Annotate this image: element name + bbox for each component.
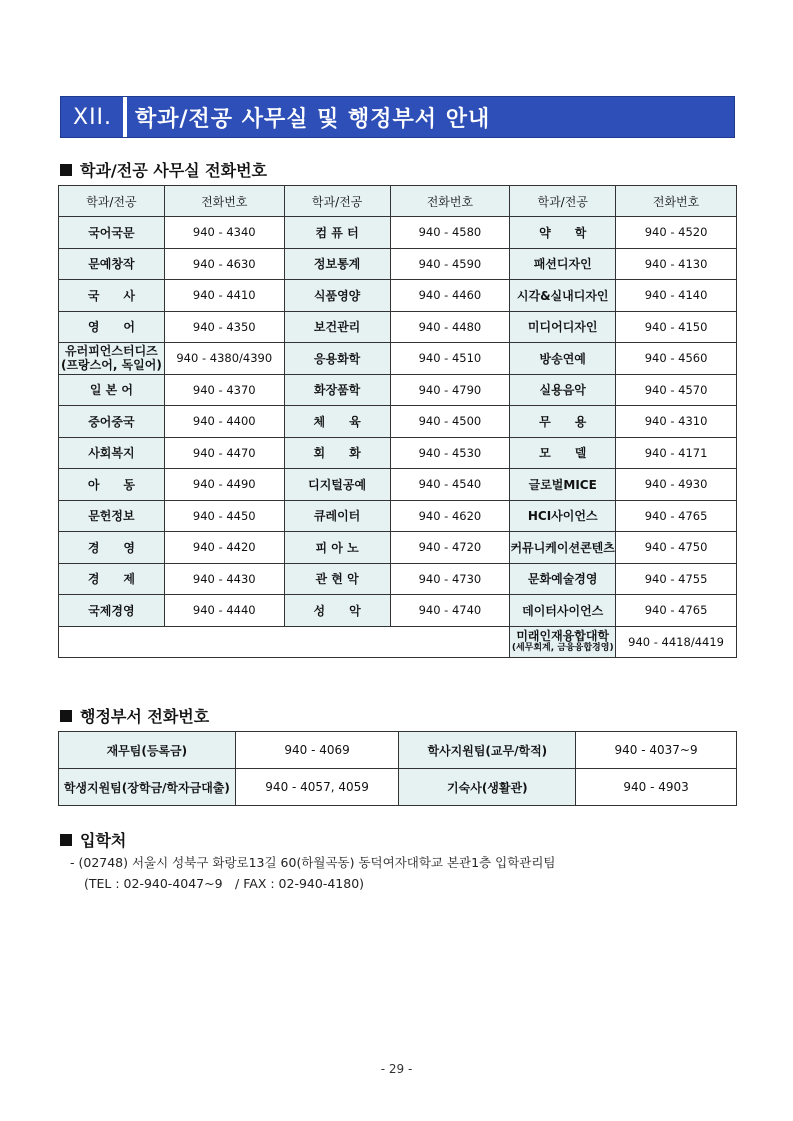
dept-phone-cell: 940 - 4440 <box>164 595 284 627</box>
dept-phone-cell: 940 - 4340 <box>164 217 284 249</box>
dept-name-cell <box>510 626 616 658</box>
column-header: 학과/전공 <box>510 186 616 217</box>
dept-name: 약 학 <box>539 225 587 240</box>
dept-name-sub: (세무회계, 금융융합경영) <box>511 643 614 654</box>
dept-name-cell <box>510 437 616 469</box>
dept-name-cell <box>59 217 165 249</box>
dept-name-cell <box>510 374 616 406</box>
dept-phone-cell: 940 - 4755 <box>616 563 737 595</box>
dept-name-cell <box>284 532 390 564</box>
square-bullet-icon <box>60 710 72 722</box>
admin-phone-table <box>58 731 737 806</box>
dept-name: 문화예술경영 <box>527 572 598 587</box>
dept-phone-cell: 940 - 4400 <box>164 406 284 438</box>
dept-name: 체 육 <box>313 414 361 429</box>
dept-phone-cell: 940 - 4765 <box>616 500 737 532</box>
dept-phone-cell: 940 - 4370 <box>164 374 284 406</box>
office-phone-cell: 940 - 4037~9 <box>576 732 737 769</box>
page-number: - 29 - <box>380 1062 413 1076</box>
dept-name-cell <box>510 248 616 280</box>
dept-name: 방송연예 <box>539 351 586 366</box>
dept-phone-cell: 940 - 4530 <box>390 437 510 469</box>
dept-name-cell <box>284 374 390 406</box>
dept-name-cell <box>59 469 165 501</box>
dept-name-cell <box>284 563 390 595</box>
dept-name: 식품영양 <box>313 288 361 303</box>
section-heading-text: 학과/전공 사무실 전화번호 <box>80 161 268 180</box>
empty-cell <box>59 626 510 658</box>
office-name-cell: 기숙사(생활관) <box>399 769 576 806</box>
dept-name: 큐레이터 <box>313 509 361 524</box>
dept-name: 관 현 악 <box>315 572 359 587</box>
column-header: 학과/전공 <box>59 186 165 217</box>
chapter-banner <box>60 96 735 138</box>
dept-name: 실용음악 <box>539 383 586 398</box>
dept-name: 무 용 <box>539 414 587 429</box>
dept-name-cell <box>510 469 616 501</box>
dept-phone-cell: 940 - 4520 <box>616 217 737 249</box>
dept-phone-cell: 940 - 4420 <box>164 532 284 564</box>
column-header: 학과/전공 <box>284 186 390 217</box>
dept-name-cell <box>284 343 390 375</box>
table-row <box>59 500 737 532</box>
dept-name: 회 화 <box>313 446 361 461</box>
dept-name-sub: (프랑스어, 독일어) <box>60 358 162 373</box>
dept-name: 일 본 어 <box>89 383 133 398</box>
table-row <box>59 437 737 469</box>
dept-name-cell <box>284 437 390 469</box>
dept-name-cell <box>59 311 165 343</box>
section-heading-text: 입학처 <box>80 831 127 850</box>
dept-name: 경 영 <box>87 540 135 555</box>
dept-name: 응용화학 <box>313 351 361 366</box>
dept-name-cell <box>59 343 165 375</box>
dept-phone-cell: 940 - 4630 <box>164 248 284 280</box>
dept-phone-cell: 940 - 4450 <box>164 500 284 532</box>
dept-phone-cell: 940 - 4620 <box>390 500 510 532</box>
dept-name: 영 어 <box>87 320 135 335</box>
dept-name: 패션디자인 <box>533 257 592 272</box>
dept-name: 피 아 노 <box>315 540 359 555</box>
table-row <box>59 595 737 627</box>
table-row-last <box>59 626 737 658</box>
dept-name: 사회복지 <box>88 446 135 461</box>
dept-phone-cell: 940 - 4560 <box>616 343 737 375</box>
dept-name-cell <box>59 532 165 564</box>
dept-name: 유러피언스터디즈 <box>65 344 158 359</box>
dept-phone-cell: 940 - 4380/4390 <box>164 343 284 375</box>
dept-name: 정보통계 <box>313 257 361 272</box>
dept-phone-cell: 940 - 4740 <box>390 595 510 627</box>
section-heading-text: 행정부서 전화번호 <box>80 707 210 726</box>
dept-phone-cell: 940 - 4418/4419 <box>616 626 737 658</box>
dept-phone-cell: 940 - 4765 <box>616 595 737 627</box>
dept-name-cell <box>510 595 616 627</box>
section-heading-admission <box>60 828 126 851</box>
dept-name-cell <box>510 532 616 564</box>
dept-name-cell <box>59 595 165 627</box>
dept-name-cell <box>510 311 616 343</box>
admission-address: - (02748) 서울시 성북구 화랑로13길 60(하월곡동) 동덕여자대학교 본관1층 입학관리팀 <box>70 855 556 870</box>
dept-name: 문예창작 <box>88 257 135 272</box>
dept-name: 경 제 <box>87 572 135 587</box>
dept-name-cell <box>510 343 616 375</box>
dept-phone-cell: 940 - 4930 <box>616 469 737 501</box>
dept-name-cell <box>59 374 165 406</box>
dept-phone-cell: 940 - 4730 <box>390 563 510 595</box>
dept-phone-cell: 940 - 4590 <box>390 248 510 280</box>
dept-name-cell <box>510 280 616 312</box>
dept-name: 성 악 <box>313 603 361 618</box>
dept-phone-cell: 940 - 4750 <box>616 532 737 564</box>
dept-name-cell <box>284 280 390 312</box>
table-row <box>59 280 737 312</box>
chapter-title: 학과/전공 사무실 및 행정부서 안내 <box>135 106 491 132</box>
dept-name-cell <box>284 500 390 532</box>
dept-name-cell <box>59 406 165 438</box>
dept-name: 중어중국 <box>88 414 135 429</box>
dept-phone-cell: 940 - 4580 <box>390 217 510 249</box>
dept-name-cell <box>59 280 165 312</box>
dept-phone-cell: 940 - 4150 <box>616 311 737 343</box>
dept-name: 시각&실내디자인 <box>516 288 609 303</box>
square-bullet-icon <box>60 164 72 176</box>
dept-name: 미디어디자인 <box>527 320 598 335</box>
dept-name-cell <box>284 248 390 280</box>
dept-phone-cell: 940 - 4460 <box>390 280 510 312</box>
dept-phone-cell: 940 - 4430 <box>164 563 284 595</box>
dept-name-cell <box>59 500 165 532</box>
dept-name: 미래인재융합대학 <box>516 629 610 644</box>
dept-phone-cell: 940 - 4140 <box>616 280 737 312</box>
dept-name: 국어국문 <box>88 225 135 240</box>
dept-name: 컴 퓨 터 <box>315 225 359 240</box>
column-header: 전화번호 <box>390 186 510 217</box>
dept-phone-cell: 940 - 4720 <box>390 532 510 564</box>
dept-name-cell <box>510 563 616 595</box>
dept-phone-cell: 940 - 4510 <box>390 343 510 375</box>
dept-name: 글로벌MICE <box>528 477 597 492</box>
dept-phone-cell: 940 - 4350 <box>164 311 284 343</box>
office-phone-cell: 940 - 4069 <box>235 732 399 769</box>
dept-phone-cell: 940 - 4171 <box>616 437 737 469</box>
section-heading-admin <box>60 704 209 727</box>
dept-phone-table <box>58 185 737 658</box>
table-row <box>59 374 737 406</box>
table-row <box>59 563 737 595</box>
dept-name: 문헌정보 <box>88 509 135 524</box>
office-name-cell: 학사지원팀(교무/학적) <box>399 732 576 769</box>
column-header: 전화번호 <box>164 186 284 217</box>
table-row <box>59 732 737 769</box>
dept-name-cell <box>284 217 390 249</box>
dept-name-cell <box>510 500 616 532</box>
dept-name-cell <box>510 406 616 438</box>
table-row <box>59 248 737 280</box>
office-phone-cell: 940 - 4057, 4059 <box>235 769 399 806</box>
dept-phone-cell: 940 - 4130 <box>616 248 737 280</box>
dept-phone-cell: 940 - 4490 <box>164 469 284 501</box>
admission-contact: (TEL : 02-940-4047~9 / FAX : 02-940-4180) <box>84 876 365 891</box>
dept-phone-cell: 940 - 4470 <box>164 437 284 469</box>
dept-name: HCI사이언스 <box>527 509 598 524</box>
dept-name-cell <box>284 595 390 627</box>
dept-name: 데이터사이언스 <box>522 603 604 618</box>
dept-name-cell <box>284 406 390 438</box>
dept-name-cell <box>59 248 165 280</box>
chapter-number: XII. <box>73 104 113 130</box>
dept-name: 커뮤니케이션콘텐츠 <box>510 540 615 555</box>
table-row <box>59 311 737 343</box>
table-row <box>59 469 737 501</box>
table-row <box>59 532 737 564</box>
dept-name: 화장품학 <box>313 383 361 398</box>
dept-name: 국제경영 <box>88 603 135 618</box>
dept-name: 아 동 <box>87 477 135 492</box>
dept-name-cell <box>284 311 390 343</box>
dept-name-cell <box>59 437 165 469</box>
dept-name: 모 델 <box>539 446 587 461</box>
dept-phone-cell: 940 - 4570 <box>616 374 737 406</box>
table-row <box>59 217 737 249</box>
dept-phone-cell: 940 - 4540 <box>390 469 510 501</box>
dept-phone-cell: 940 - 4310 <box>616 406 737 438</box>
table-row <box>59 769 737 806</box>
dept-name: 국 사 <box>87 288 135 303</box>
office-name-cell: 재무팀(등록금) <box>59 732 236 769</box>
dept-name: 디지털공예 <box>308 477 367 492</box>
dept-phone-cell: 940 - 4410 <box>164 280 284 312</box>
dept-phone-cell: 940 - 4790 <box>390 374 510 406</box>
square-bullet-icon <box>60 834 72 846</box>
office-name-cell: 학생지원팀(장학금/학자금대출) <box>59 769 236 806</box>
dept-name-cell <box>510 217 616 249</box>
column-header: 전화번호 <box>616 186 737 217</box>
dept-name-cell <box>284 469 390 501</box>
dept-phone-cell: 940 - 4480 <box>390 311 510 343</box>
table-row <box>59 343 737 375</box>
table-header-row <box>59 186 737 217</box>
office-phone-cell: 940 - 4903 <box>576 769 737 806</box>
dept-phone-cell: 940 - 4500 <box>390 406 510 438</box>
dept-name-cell <box>59 563 165 595</box>
dept-name: 보건관리 <box>313 320 361 335</box>
section-heading-dept <box>60 158 267 181</box>
table-row <box>59 406 737 438</box>
